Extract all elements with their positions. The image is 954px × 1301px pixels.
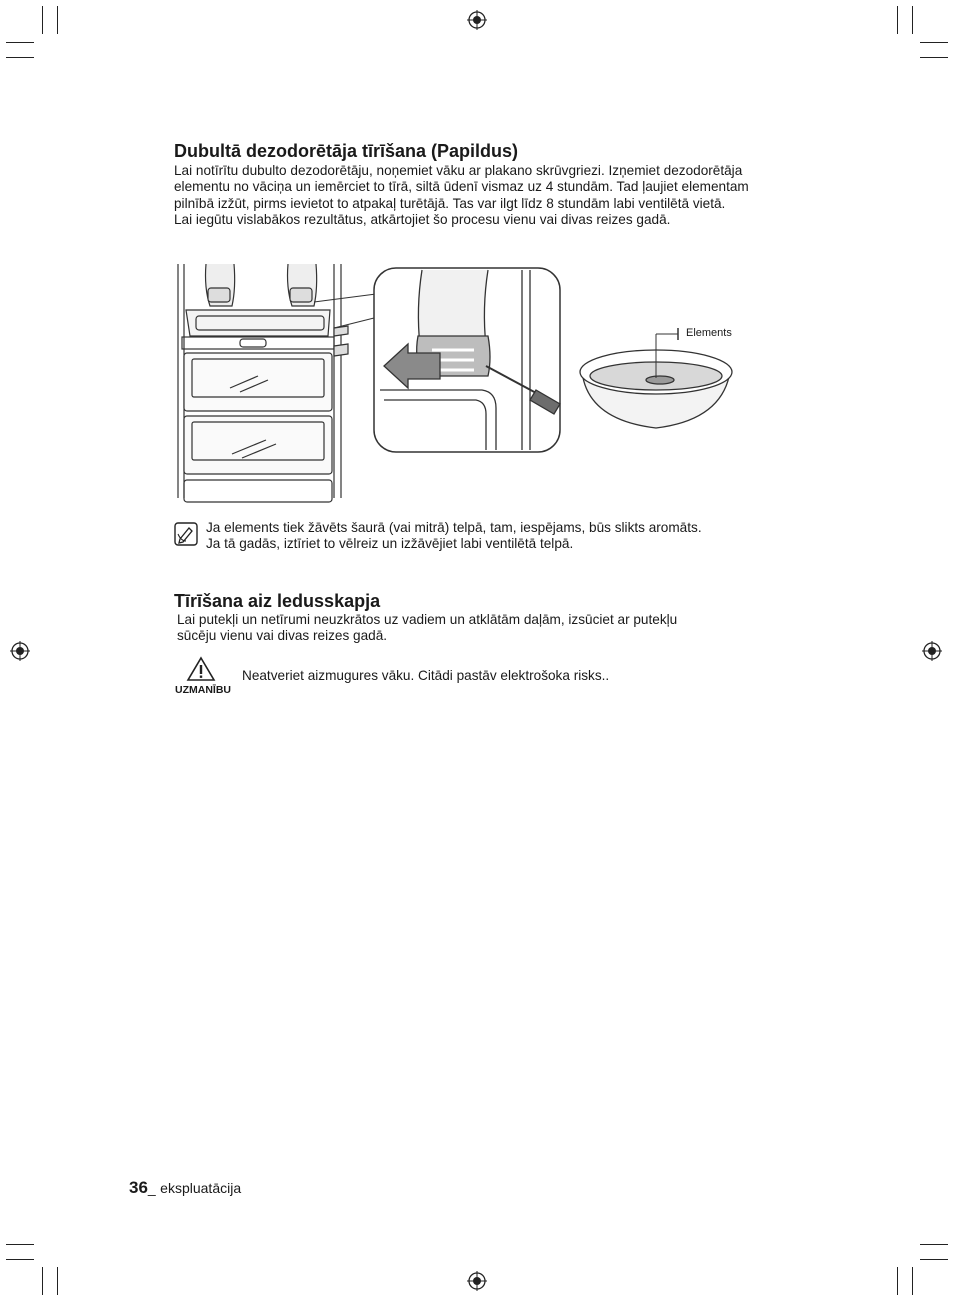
registration-mark-icon: [467, 1271, 487, 1291]
body-line: Lai iegūtu vislabākos rezultātus, atkārtojiet šo procesu vienu vai divas reizes gadā.: [174, 211, 671, 227]
zoom-detail: [374, 268, 560, 452]
page-footer: [129, 1178, 241, 1198]
body-line: Lai putekļi un netīrumi neuzkrātos uz vadiem un atklātām daļām, izsūciet ar putekļu: [177, 612, 678, 627]
section-body: [174, 163, 749, 228]
bowl-drawing: [580, 328, 732, 428]
footer-section-name: ekspluatācija: [160, 1180, 242, 1196]
deodorizer-illustration: [170, 258, 750, 503]
warning-triangle-icon: [186, 656, 216, 682]
section-title: Tīrīšana aiz ledusskapja: [174, 591, 381, 611]
footer-separator: _: [147, 1180, 156, 1196]
body-line: pilnībā izžūt, pirms ievietot to atpakaļ turētājā. Tas var ilgt līdz 8 stundām labi ventilētā vietā.: [174, 195, 726, 211]
section-body: [177, 612, 677, 645]
body-line: Lai notīrītu dubulto dezodorētāju, noņemiet vāku ar plakano skrūvgriezi. Izņemiet dezodorētāja: [174, 163, 743, 178]
body-line: elementu no vāciņa un iemērciet to tīrā, siltā ūdenī vismaz uz 4 stundām. Tad ļaujiet elementam: [174, 179, 749, 195]
body-line: sūcēju vienu vai divas reizes gadā.: [177, 628, 388, 644]
note-line: Ja tā gadās, iztīriet to vēlreiz un izžāvējiet labi ventilētā telpā.: [206, 536, 574, 551]
registration-mark-icon: [10, 641, 30, 661]
caution-label: UZMANĪBU: [175, 684, 231, 696]
fridge-interior-drawing: [178, 264, 348, 502]
note-pencil-icon: [174, 522, 198, 546]
registration-mark-icon: [922, 641, 942, 661]
note-line: Ja elements tiek žāvēts šaurā (vai mitrā) telpā, tam, iespējams, būs slikts aromāts.: [206, 520, 702, 535]
registration-mark-icon: [467, 10, 487, 30]
caution-text: Neatveriet aizmugures vāku. Citādi pastāv elektrošoka risks..: [242, 668, 610, 683]
elements-callout-label: Elements: [686, 327, 732, 339]
section-title: Dubultā dezodorētāja tīrīšana (Papildus): [174, 141, 519, 161]
note-text: [206, 520, 702, 552]
page-number: 36: [129, 1178, 148, 1197]
